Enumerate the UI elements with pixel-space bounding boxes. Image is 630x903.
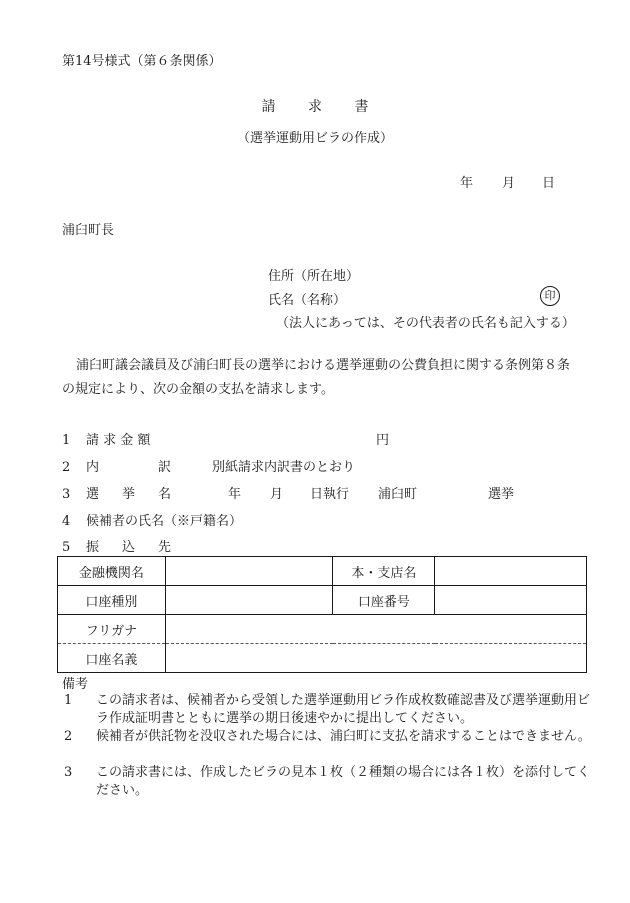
election-day: 日執行 bbox=[310, 487, 350, 502]
name-label: 氏名（名称） bbox=[268, 293, 347, 308]
item-breakdown bbox=[62, 456, 99, 475]
election-month: 月 bbox=[270, 487, 284, 502]
item-label: 候補者の氏名（※戸籍名） bbox=[86, 514, 243, 529]
breakdown-value: 別紙請求内訳書のとおり bbox=[212, 460, 356, 475]
seal-mark: 印 bbox=[540, 286, 560, 306]
remark-number: 1 bbox=[64, 693, 73, 708]
item-candidate-name bbox=[62, 510, 242, 529]
addressee: 浦臼町長 bbox=[62, 223, 115, 238]
remark-item bbox=[64, 692, 602, 728]
remark-text: この請求者は、候補者から受領した選挙運動用ビラ作成枚数確認書及び選挙運動用ビラ作成証明書とともに選挙の期日後速やかに提出してください。 bbox=[96, 693, 591, 726]
item-number: 3 bbox=[62, 487, 71, 502]
election-year: 年 bbox=[228, 487, 242, 502]
item-claim-amount bbox=[62, 429, 150, 448]
table-row bbox=[58, 586, 587, 615]
item-label: 振 bbox=[86, 540, 100, 555]
item-number: 4 bbox=[62, 514, 71, 529]
item-election-name bbox=[62, 483, 99, 502]
account-number-label: 口座番号 bbox=[333, 586, 435, 615]
item-label-2: 挙 bbox=[122, 487, 136, 502]
yen-unit: 円 bbox=[376, 433, 390, 448]
table-row bbox=[58, 557, 587, 586]
election-suffix: 選挙 bbox=[488, 487, 515, 502]
item-number: 1 bbox=[62, 433, 71, 448]
date-day: 日 bbox=[542, 176, 556, 191]
item-number: 5 bbox=[62, 540, 71, 555]
item-number: 2 bbox=[62, 460, 71, 475]
request-statement: 浦臼町議会議員及び浦臼町長の選挙における選挙運動の公費負担に関する条例第８条の規定により、次の金額の支払を請求します。 bbox=[62, 358, 571, 397]
date-year: 年 bbox=[460, 176, 474, 191]
item-transfer-destination bbox=[62, 536, 99, 555]
remark-text: この請求書には、作成したビラの見本１枚（２種類の場合には各１枚）を添付してください。 bbox=[96, 765, 591, 798]
item-label-3: 名 bbox=[158, 487, 172, 502]
table-row bbox=[58, 615, 587, 644]
remark-text: 候補者が供託物を没収された場合には、浦臼町に支払を請求することはできません。 bbox=[96, 729, 591, 744]
corporate-note: （法人にあっては、その代表者の氏名も記入する） bbox=[276, 316, 575, 331]
bank-account-table bbox=[57, 556, 587, 673]
furigana-field[interactable] bbox=[165, 615, 586, 644]
table-row bbox=[58, 644, 587, 673]
remark-item bbox=[64, 728, 602, 746]
account-type-field[interactable] bbox=[165, 586, 333, 615]
account-number-field[interactable] bbox=[435, 586, 587, 615]
address-label: 住所（所在地） bbox=[268, 269, 360, 284]
account-name-label: 口座名義 bbox=[58, 644, 166, 673]
title-char: 書 bbox=[354, 99, 369, 115]
title-char: 請 bbox=[261, 99, 276, 115]
election-town: 浦臼町 bbox=[378, 487, 418, 502]
remark-item bbox=[64, 764, 602, 800]
item-label-2: 込 bbox=[122, 540, 136, 555]
institution-label: 金融機関名 bbox=[58, 557, 166, 586]
item-label-2: 訳 bbox=[158, 460, 172, 475]
item-label: 請 求 金 額 bbox=[86, 433, 151, 448]
document-subtitle: （選挙運動用ビラの作成） bbox=[236, 131, 393, 146]
branch-label: 本・支店名 bbox=[333, 557, 435, 586]
remarks-heading: 備考 bbox=[62, 677, 89, 692]
date-month: 月 bbox=[502, 176, 516, 191]
branch-field[interactable] bbox=[435, 557, 587, 586]
item-label: 選 bbox=[86, 487, 100, 502]
title-char: 求 bbox=[308, 99, 322, 115]
remark-number: 3 bbox=[64, 765, 73, 780]
account-name-field[interactable] bbox=[165, 644, 586, 673]
account-type-label: 口座種別 bbox=[58, 586, 166, 615]
remark-number: 2 bbox=[64, 729, 73, 744]
item-label-3: 先 bbox=[158, 540, 172, 555]
document-title bbox=[0, 96, 630, 116]
furigana-label: フリガナ bbox=[58, 615, 166, 644]
item-label: 内 bbox=[86, 460, 100, 475]
form-number: 第14号様式（第６条関係） bbox=[62, 54, 222, 69]
institution-field[interactable] bbox=[165, 557, 333, 586]
